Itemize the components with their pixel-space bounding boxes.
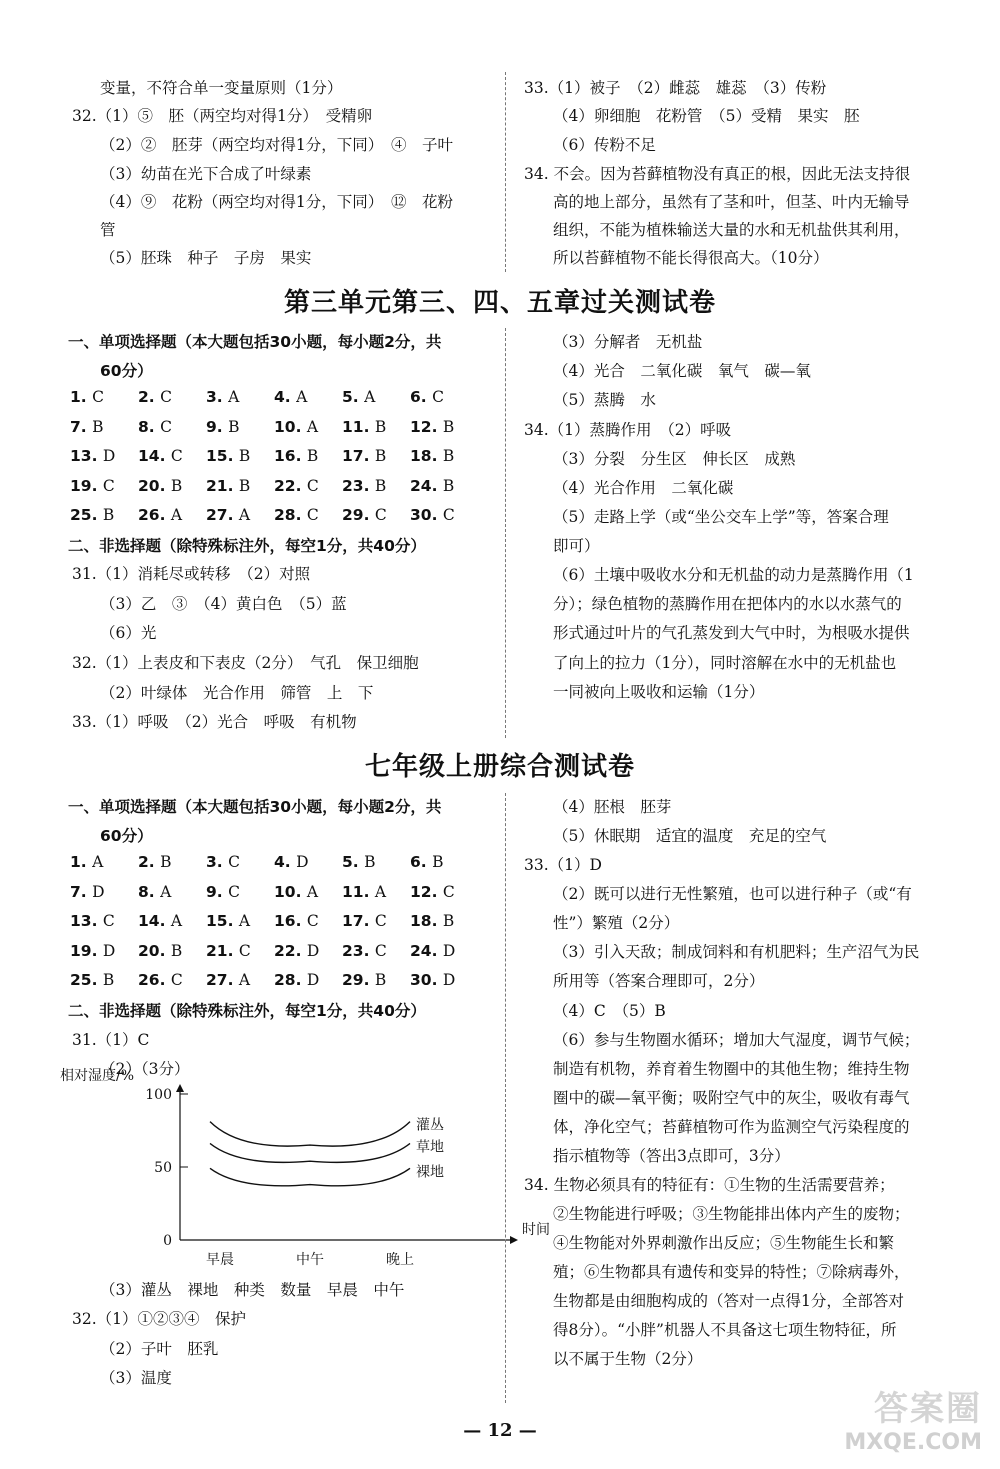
answer-line: 了向上的拉力（1分），同时溶解在水中的无机盐也 [553, 654, 897, 672]
answer-line: ②生物能进行呼吸；③生物能排出体内产生的废物； [553, 1205, 910, 1223]
answer-line: 形式通过叶片的气孔蒸发到大气中时，为根吸水提供 [553, 624, 910, 642]
answer-cell: 13. C [70, 912, 115, 930]
answer-line: （2）（3分） [100, 1060, 190, 1078]
section-heading: 60分） [100, 827, 153, 845]
answer-cell: 19. C [70, 476, 115, 495]
answer-cell: 10. A [274, 882, 319, 901]
answer-cell: 23. B [342, 476, 387, 495]
answer-line: （5）蒸腾 水 [553, 391, 656, 409]
answer-cell: 16. B [274, 447, 319, 465]
answer-cell: 16. C [274, 912, 319, 930]
answer-cell: 28. C [274, 506, 319, 524]
answer-line: （2）既可以进行无性繁殖，也可以进行种子（或“有 [553, 885, 912, 903]
answer-line: （4）光合 二氧化碳 氧气 碳—氧 [553, 362, 811, 380]
answer-line: 组织，不能为植株输送大量的水和无机盐供其利用， [553, 221, 910, 239]
answer-line: 32.（1）①②③④ 保护 [72, 1310, 247, 1328]
answer-cell: 20. B [138, 476, 183, 495]
answer-cell: 5. A [342, 388, 376, 406]
column-divider [505, 328, 506, 738]
answer-cell: 30. C [410, 506, 455, 524]
answer-line: 管 [100, 221, 116, 239]
section-heading: 一、单项选择题（本大题包括30小题，每小题2分，共 [68, 798, 442, 816]
answer-line: （5）胚珠 种子 子房 果实 [100, 249, 312, 267]
answer-cell: 20. B [138, 941, 183, 960]
answer-line: （4）C （5）B [553, 1002, 666, 1020]
column-divider [505, 72, 506, 272]
answer-line: （3）分解者 无机盐 [553, 333, 703, 351]
answer-line: 得8分）。“小胖”机器人不具备这七项生物特征，所 [553, 1321, 897, 1339]
answer-cell: 14. C [138, 447, 183, 465]
answer-line: 体，净化空气；苔藓植物可作为监测空气污染程度的 [553, 1118, 910, 1136]
answer-line: （6）参与生物圈水循环；增加大气湿度，调节气候； [553, 1031, 920, 1049]
answer-line: （4）⑨ 花粉（两空均对得1分，下同） ⑫ 花粉 [100, 193, 453, 211]
answer-line: 圈中的碳—氧平衡；吸附空气中的灰尘，吸收有毒气 [553, 1089, 910, 1107]
x-tick-label: 早晨 [206, 1252, 234, 1268]
answer-line: ④生物能对外界刺激作出反应；⑤生物能生长和繁 [553, 1234, 895, 1252]
section-heading: 60分） [100, 362, 153, 380]
answer-line: 变量，不符合单一变量原则（1分） [100, 79, 343, 97]
answer-cell: 19. D [70, 941, 116, 960]
answer-cell: 7. B [70, 417, 104, 436]
x-tick-label: 晚上 [386, 1252, 414, 1268]
answer-cell: 21. C [206, 941, 251, 960]
answer-line: 34. 不会。因为苔藓植物没有真正的根，因此无法支持很 [524, 165, 911, 183]
answer-line: 以不属于生物（2分） [553, 1350, 703, 1368]
answer-cell: 17. C [342, 912, 387, 930]
y-axis-label: 相对湿度/% [60, 1068, 135, 1084]
answer-line: 生物都是由细胞构成的（答对一点得1分，全部答对 [553, 1292, 904, 1310]
answer-line: 31.（1）消耗尽或转移 （2）对照 [72, 565, 311, 583]
answer-line: （4）光合作用 二氧化碳 [553, 479, 734, 497]
section-title: 七年级上册综合测试卷 [364, 752, 635, 782]
answer-line: 制造有机物，养育着生物圈中的其他生物；维持生物 [553, 1060, 910, 1078]
answer-line: （4）胚根 胚芽 [553, 798, 672, 816]
section-title: 第三单元第三、四、五章过关测试卷 [283, 288, 716, 318]
answer-line: （3）幼苗在光下合成了叶绿素 [100, 165, 312, 183]
answer-cell: 25. B [70, 506, 115, 524]
column-divider [505, 793, 506, 1403]
answer-line: 31.（1）C [72, 1031, 150, 1049]
series-label: 裸地 [416, 1164, 444, 1181]
answer-cell: 3. A [206, 388, 240, 406]
answer-line: 33.（1）呼吸 （2）光合 呼吸 有机物 [72, 713, 357, 731]
answer-line: （3）分裂 分生区 伸长区 成熟 [553, 450, 796, 468]
answer-cell: 15. B [206, 447, 251, 465]
answer-line: （2）叶绿体 光合作用 筛管 上 下 [100, 684, 374, 702]
answer-cell: 10. A [274, 417, 319, 436]
answer-cell: 24. D [410, 941, 456, 960]
answer-line: （3）乙 ③ （4）黄白色 （5）蓝 [100, 595, 347, 613]
answer-cell: 11. B [342, 417, 387, 436]
answer-cell: 18. B [410, 447, 455, 465]
answer-line: 高的地上部分，虽然有了茎和叶，但茎、叶内无输导 [553, 193, 910, 211]
answer-line: （3）灌丛 裸地 种类 数量 早晨 中午 [100, 1281, 405, 1299]
answer-cell: 13. D [70, 447, 116, 465]
answer-cell: 9. C [206, 882, 240, 901]
answer-cell: 30. D [410, 971, 456, 989]
answer-cell: 4. D [274, 853, 309, 871]
answer-cell: 28. D [274, 971, 320, 989]
y-tick-label: 100 [145, 1087, 172, 1103]
answer-cell: 23. C [342, 941, 387, 960]
answer-line: 33.（1）D [524, 856, 602, 874]
series-line [210, 1122, 410, 1147]
watermark-logo: 答案圈 MXQE.COM [844, 1389, 982, 1455]
series-line [210, 1168, 410, 1185]
y-tick-label: 0 [163, 1233, 172, 1249]
answer-cell: 12. B [410, 417, 455, 436]
answer-cell: 18. B [410, 912, 455, 930]
answer-line: （6）土壤中吸收水分和无机盐的动力是蒸腾作用（1 [553, 566, 914, 584]
x-axis-label: 时间 [522, 1222, 550, 1238]
answer-cell: 8. C [138, 417, 172, 436]
answer-cell: 12. C [410, 882, 455, 901]
section-heading: 二、非选择题（除特殊标注外，每空1分，共40分） [68, 1002, 426, 1020]
answer-cell: 29. C [342, 506, 387, 524]
answer-line: 所以苔藓植物不能长得很高大。（10分） [553, 249, 829, 267]
answer-cell: 22. D [274, 941, 320, 960]
answer-cell: 5. B [342, 853, 376, 871]
answer-cell: 26. A [138, 506, 183, 524]
series-line [210, 1143, 410, 1162]
y-tick-label: 50 [154, 1160, 172, 1176]
x-tick-label: 中午 [296, 1252, 324, 1268]
answer-line: 34. 生物必须具有的特征有：①生物的生活需要营养； [524, 1176, 895, 1194]
answer-cell: 27. A [206, 971, 251, 989]
answer-cell: 2. C [138, 388, 172, 406]
section-heading: 二、非选择题（除特殊标注外，每空1分，共40分） [68, 537, 426, 555]
answer-cell: 6. C [410, 388, 444, 406]
answer-line: （4）卵细胞 花粉管 （5）受精 果实 胚 [553, 107, 860, 125]
answer-cell: 9. B [206, 417, 240, 436]
answer-cell: 3. C [206, 853, 240, 871]
series-label: 草地 [416, 1139, 444, 1156]
answer-cell: 22. C [274, 476, 319, 495]
answer-line: （5）走路上学（或“坐公交车上学”等，答案合理 [553, 508, 889, 526]
answer-line: （2）② 胚芽（两空均对得1分，下同） ④ 子叶 [100, 136, 453, 154]
answer-line: 即可） [553, 537, 600, 555]
answer-cell: 25. B [70, 971, 115, 989]
answer-cell: 8. A [138, 882, 172, 901]
answer-cell: 17. B [342, 447, 387, 465]
answer-cell: 1. A [70, 853, 104, 871]
answer-line: （3）引入天敌；制成饲料和有机肥料；生产沼气为民 [553, 943, 920, 961]
answer-line: 一同被向上吸收和运输（1分） [553, 683, 765, 701]
answer-cell: 4. A [274, 388, 308, 406]
answer-line: （2）子叶 胚乳 [100, 1340, 219, 1358]
answer-line: （3）温度 [100, 1369, 172, 1387]
answer-cell: 24. B [410, 476, 455, 495]
x-axis-arrow [510, 1236, 518, 1244]
answer-cell: 11. A [342, 882, 387, 901]
section-heading: 一、单项选择题（本大题包括30小题，每小题2分，共 [68, 333, 442, 351]
answer-line: 32.（1）⑤ 胚（两空均对得1分） 受精卵 [72, 107, 373, 125]
answer-cell: 1. C [70, 388, 104, 406]
answer-line: （6）传粉不足 [553, 136, 656, 154]
answer-cell: 15. A [206, 912, 251, 930]
answer-line: 分）；绿色植物的蒸腾作用在把体内的水以水蒸气的 [553, 595, 902, 613]
answer-line: 性”）繁殖（2分） [553, 914, 680, 932]
answer-line: （6）光 [100, 624, 157, 642]
answer-cell: 2. B [138, 853, 172, 871]
answer-line: 32.（1）上表皮和下表皮（2分） 气孔 保卫细胞 [72, 654, 419, 672]
answer-cell: 21. B [206, 476, 251, 495]
answer-line: 33.（1）被子 （2）雌蕊 雄蕊 （3）传粉 [524, 79, 827, 97]
answer-cell: 29. B [342, 971, 387, 989]
answer-cell: 27. A [206, 506, 251, 524]
answer-line: （5）休眠期 适宜的温度 充足的空气 [553, 827, 827, 845]
answer-line: 指示植物等（答出3点即可，3分） [553, 1147, 790, 1165]
page-number: — 12 — [463, 1420, 537, 1441]
answer-cell: 7. D [70, 882, 105, 901]
answer-cell: 26. C [138, 971, 183, 989]
y-axis-arrow [176, 1084, 184, 1092]
answer-line: 殖；⑥生物都具有遗传和变异的特性；⑦除病毒外， [553, 1263, 910, 1281]
answer-line: 34.（1）蒸腾作用 （2）呼吸 [524, 421, 732, 439]
series-label: 灌丛 [416, 1117, 444, 1134]
answer-line: 所用等（答案合理即可，2分） [553, 972, 765, 990]
answer-cell: 6. B [410, 853, 444, 871]
answer-cell: 14. A [138, 912, 183, 930]
